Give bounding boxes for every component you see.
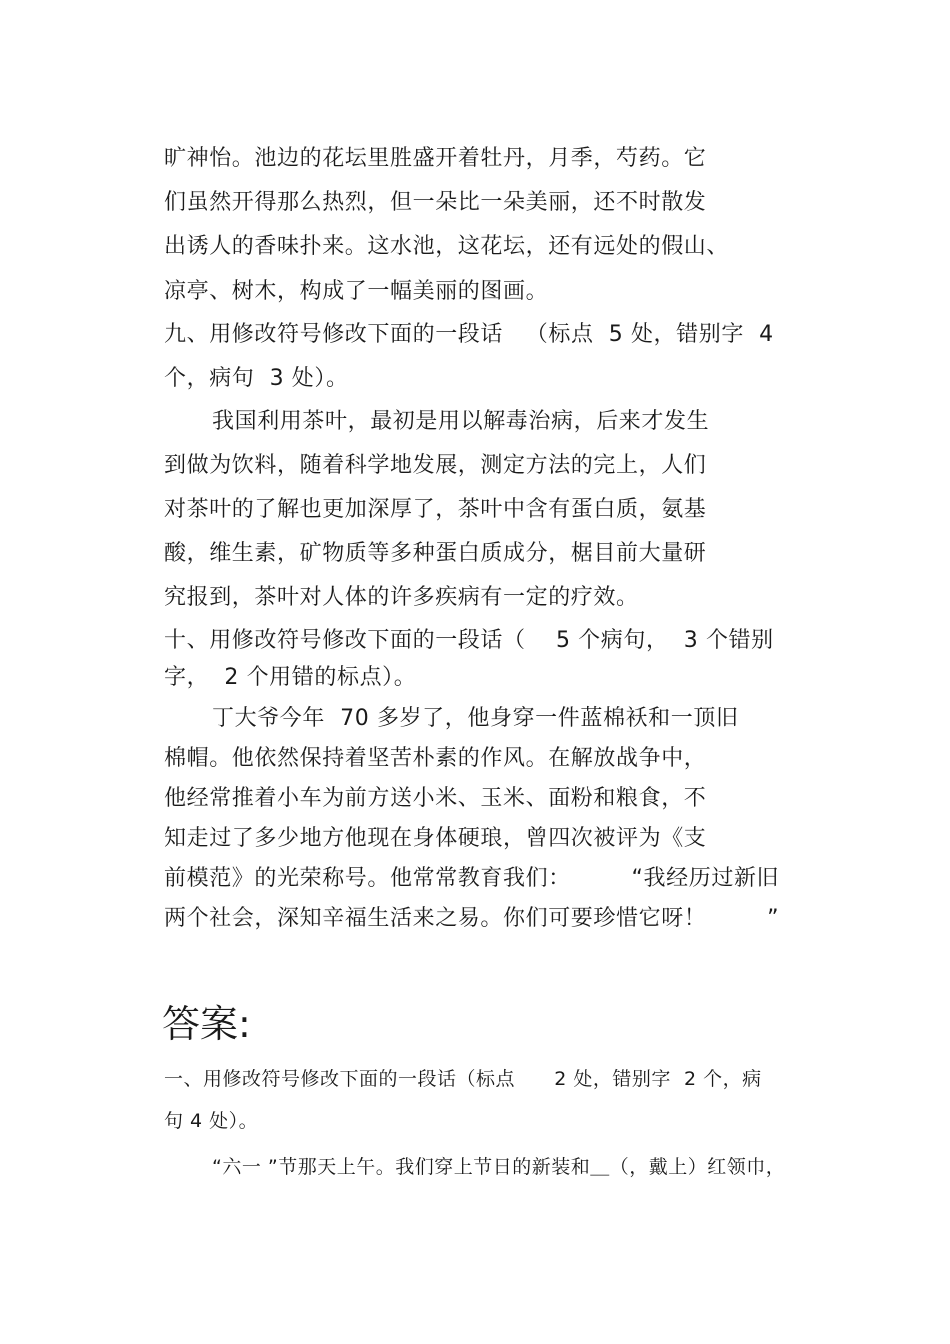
question-10-paragraph-line: 知走过了多少地方他现在身体硬琅，曾四次被评为《支 <box>164 826 707 851</box>
question-10-paragraph-line: 两个社会，深知辛福生活来之易。你们可要珍惜它呀！ ” <box>164 906 780 931</box>
question-9-paragraph-line: 对茶叶的了解也更加深厚了，茶叶中含有蛋白质，氨基 <box>164 497 707 522</box>
question-10-paragraph-line: 他经常推着小车为前方送小米、玉米、面粉和粮食，不 <box>164 786 707 811</box>
answer-1-title: 一、用修改符号修改下面的一段话（标点 2 处，错别字 2 个，病 <box>164 1068 762 1090</box>
paragraph-line: 出诱人的香味扑来。这水池，这花坛，还有远处的假山、 <box>164 234 730 259</box>
paragraph-line: 们虽然开得那么热烈，但一朵比一朵美丽，还不时散发 <box>164 190 707 215</box>
paragraph-line: 旷神怡。池边的花坛里胜盛开着牡丹，月季，芍药。它 <box>164 146 707 171</box>
paragraph-line: 凉亭、树木，构成了一幅美丽的图画。 <box>164 279 549 304</box>
answer-1-paragraph-line: “六一 ”节那天上午。我们穿上节日的新装和＿（，戴上）红领巾， <box>212 1156 786 1178</box>
question-10-paragraph-line: 前模范》的光荣称号。他常常教育我们： “我经历过新旧 <box>164 866 780 891</box>
question-10-title: 十、用修改符号修改下面的一段话（ 5 个病句， 3 个错别 <box>164 628 774 653</box>
answer-heading: 答案: <box>162 1002 251 1046</box>
question-9-paragraph-line: 酸，维生素，矿物质等多种蛋白质成分，椐目前大量研 <box>164 541 707 566</box>
question-9-paragraph-line: 我国利用茶叶，最初是用以解毒治病，后来才发生 <box>212 409 710 434</box>
question-10-paragraph-line: 棉帽。他依然保持着坚苦朴素的作风。在解放战争中， <box>164 746 707 771</box>
question-10-paragraph-line: 丁大爷今年 70 多岁了，他身穿一件蓝棉袄和一顶旧 <box>212 706 739 731</box>
question-9-title: 个，病句 3 处）。 <box>164 366 349 391</box>
question-9-paragraph-line: 到做为饮料，随着科学地发展，测定方法的完上，人们 <box>164 453 707 478</box>
answer-1-title: 句 4 处）。 <box>164 1110 259 1132</box>
question-9-paragraph-line: 究报到，茶叶对人体的许多疾病有一定的疗效。 <box>164 585 639 610</box>
question-9-title: 九、用修改符号修改下面的一段话 （标点 5 处，错别字 4 <box>164 322 774 347</box>
question-10-title: 字， 2 个用错的标点）。 <box>164 665 417 690</box>
